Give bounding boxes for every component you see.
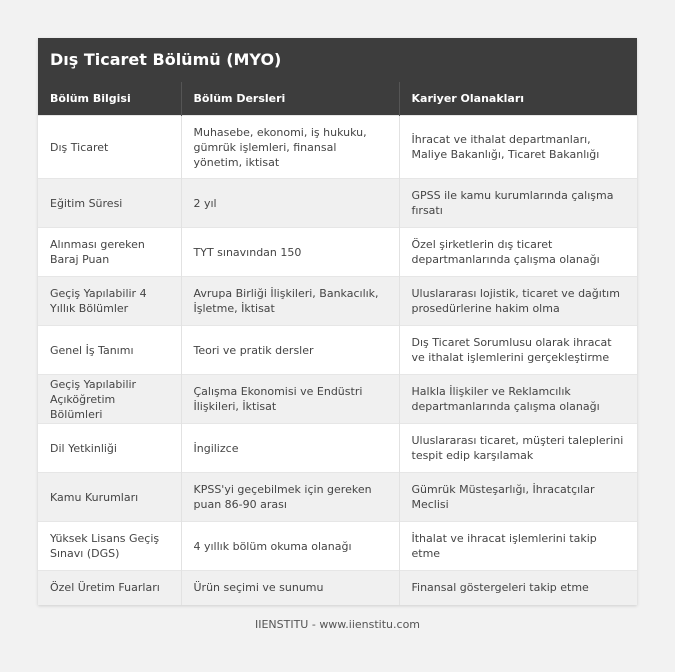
table-title: Dış Ticaret Bölümü (MYO) [38, 38, 637, 82]
table-cell: Avrupa Birliği İlişkileri, Bankacılık, İşletme, İktisat [181, 277, 399, 326]
column-header-section-info: Bölüm Bilgisi [38, 82, 181, 116]
table-cell: Teori ve pratik dersler [181, 326, 399, 375]
table-cell: KPSS'yi geçebilmek için gereken puan 86-90 arası [181, 473, 399, 522]
table-row [38, 375, 637, 424]
table-row [38, 277, 637, 326]
table-cell: Genel İş Tanımı [38, 326, 181, 375]
header-row [38, 82, 637, 116]
table-row [38, 228, 637, 277]
table-cell: Özel şirketlerin dış ticaret departmanlarında çalışma olanağı [399, 228, 637, 277]
table-cell: İhracat ve ithalat departmanları, Maliye Bakanlığı, Ticaret Bakanlığı [399, 116, 637, 179]
table-row [38, 326, 637, 375]
table-row [38, 571, 637, 605]
table-cell: Yüksek Lisans Geçiş Sınavı (DGS) [38, 522, 181, 571]
table-cell: Alınması gereken Baraj Puan [38, 228, 181, 277]
table-cell: İngilizce [181, 424, 399, 473]
column-header-courses: Bölüm Dersleri [181, 82, 399, 116]
table-cell: Muhasebe, ekonomi, iş hukuku, gümrük işlemleri, finansal yönetim, iktisat [181, 116, 399, 179]
info-table-card [38, 38, 637, 605]
table-cell: 4 yıllık bölüm okuma olanağı [181, 522, 399, 571]
footer-credit: IIENSTITU - www.iienstitu.com [254, 618, 421, 631]
table-cell: İthalat ve ihracat işlemlerini takip etme [399, 522, 637, 571]
table-cell: Geçiş Yapılabilir Açıköğretim Bölümleri [38, 375, 181, 424]
table-cell: Geçiş Yapılabilir 4 Yıllık Bölümler [38, 277, 181, 326]
table-cell: Finansal göstergeleri takip etme [399, 571, 637, 605]
table-row [38, 424, 637, 473]
table-row [38, 116, 637, 179]
table-cell: Dış Ticaret [38, 116, 181, 179]
column-header-career: Kariyer Olanakları [399, 82, 637, 116]
table-row [38, 522, 637, 571]
table-cell: Uluslararası lojistik, ticaret ve dağıtım prosedürlerine hakim olma [399, 277, 637, 326]
table-cell: 2 yıl [181, 179, 399, 228]
table-cell: Ürün seçimi ve sunumu [181, 571, 399, 605]
table-cell: TYT sınavından 150 [181, 228, 399, 277]
table-row [38, 179, 637, 228]
table-cell: Halkla İlişkiler ve Reklamcılık departmanlarında çalışma olanağı [399, 375, 637, 424]
table-cell: Çalışma Ekonomisi ve Endüstri İlişkileri, İktisat [181, 375, 399, 424]
table-cell: Dış Ticaret Sorumlusu olarak ihracat ve ithalat işlemlerini gerçekleştirme [399, 326, 637, 375]
table-cell: Kamu Kurumları [38, 473, 181, 522]
info-table [38, 82, 637, 605]
table-cell: Özel Üretim Fuarları [38, 571, 181, 605]
table-cell: Uluslararası ticaret, müşteri taleplerini tespit edip karşılamak [399, 424, 637, 473]
table-row [38, 473, 637, 522]
table-cell: Eğitim Süresi [38, 179, 181, 228]
table-cell: Gümrük Müsteşarlığı, İhracatçılar Meclisi [399, 473, 637, 522]
table-cell: Dil Yetkinliği [38, 424, 181, 473]
table-cell: GPSS ile kamu kurumlarında çalışma fırsatı [399, 179, 637, 228]
